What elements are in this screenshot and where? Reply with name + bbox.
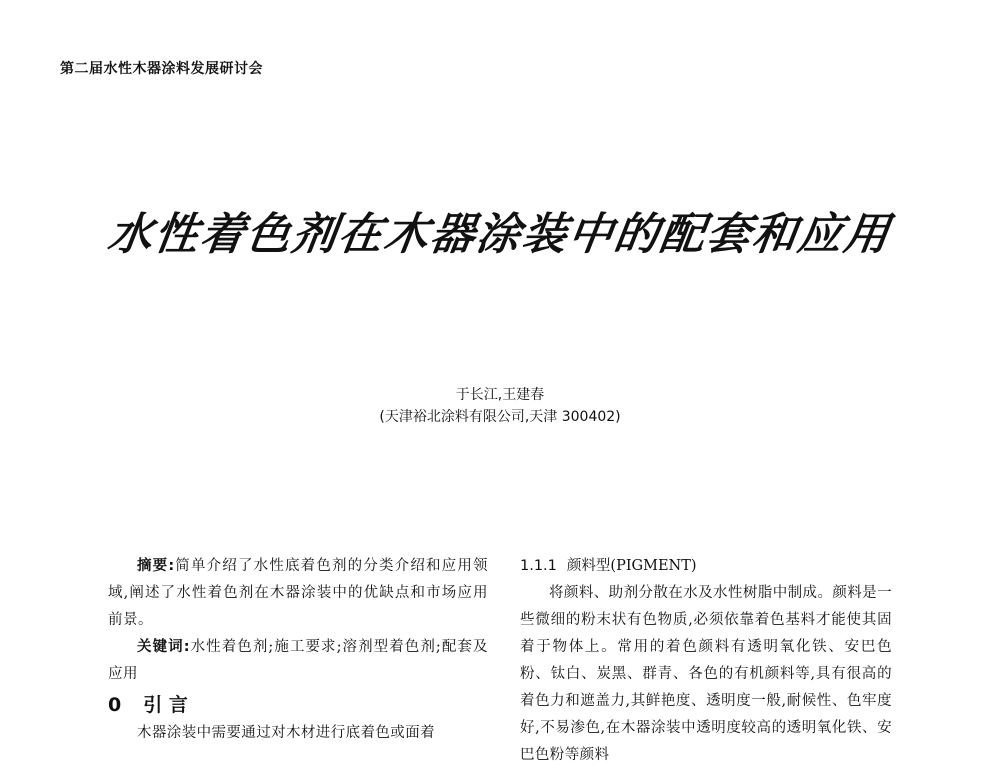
affiliation: (天津裕北涂料有限公司,天津 300402)	[379, 409, 621, 425]
keywords-text: 水性着色剂;施工要求;溶剂型着色剂;配套及应用	[108, 639, 488, 682]
keywords	[108, 634, 488, 688]
intro-paragraph: 木器涂装中需要通过对木材进行底着色或面着	[137, 725, 435, 741]
keywords-label: 关键词:	[137, 639, 190, 655]
subsection-title: 颜料型(PIGMENT)	[566, 558, 697, 574]
right-column	[520, 553, 892, 769]
conference-header: 第二届水性木器涂料发展研讨会	[60, 61, 263, 77]
pigment-paragraph: 将颜料、助剂分散在水及水性树脂中制成。颜料是一些微细的粉末状有色物质,必须依靠着色基料才能使其固着于物体上。常用的着色颜料有透明氧化铁、安巴色粉、钛白、炭黑、群青、各色的有机颜料等,具有很高的着色力和遮盖力,其鲜艳度、透明度一般,耐候性、色牢度好,不易渗色,在木器涂装中透明度较高的透明氧化铁、安巴色粉等颜料	[520, 585, 892, 763]
authors: 于长江,王建春	[455, 387, 545, 403]
abstract-text: 简单介绍了水性底着色剂的分类介绍和应用领域,阐述了水性着色剂在木器涂装中的优缺点和市场应用前景。	[108, 558, 488, 628]
abstract	[108, 553, 488, 634]
left-column	[108, 553, 488, 747]
subsection-number: 1.1.1	[520, 558, 557, 574]
section-number: 0	[108, 694, 122, 716]
abstract-label: 摘要:	[137, 558, 175, 574]
paper-title: 水性着色剂在木器涂装中的配套和应用	[104, 209, 894, 260]
section-title: 引 言	[143, 694, 188, 716]
section-heading-intro	[108, 690, 488, 720]
subsection-heading	[520, 553, 892, 580]
